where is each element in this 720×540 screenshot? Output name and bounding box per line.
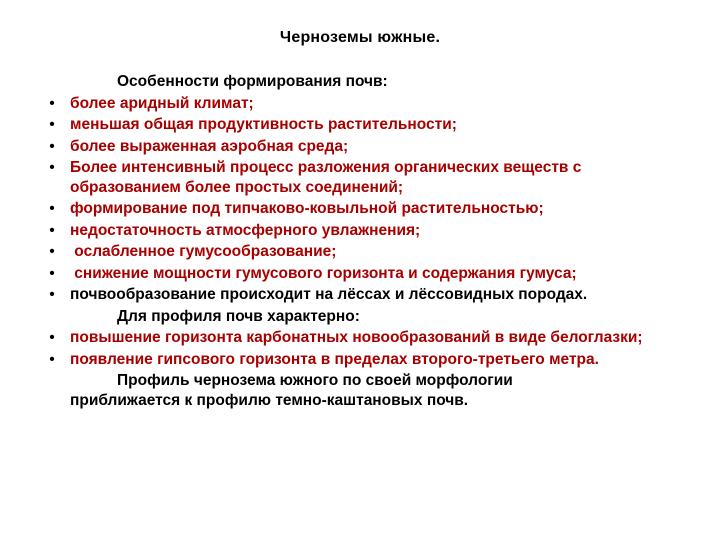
bullet-icon: • xyxy=(49,94,55,112)
list-item xyxy=(45,242,685,262)
list-item xyxy=(45,199,685,219)
bullet-icon: • xyxy=(49,243,55,260)
slide-title: Черноземы южные. xyxy=(279,29,441,46)
list-item xyxy=(45,350,685,370)
conclusion-line-2: приближается к профилю темно-каштановых почв. xyxy=(70,391,469,409)
intro-profile: Для профиля почв характерно: xyxy=(117,307,360,325)
intro-features: Особенности формирования почв: xyxy=(117,73,388,90)
list-item-text: недостаточность атмосферного увлажнения; xyxy=(70,221,421,239)
bullet-icon: • xyxy=(49,329,55,346)
list-item xyxy=(45,137,685,157)
list-item-text: ослабленное гумусообразование; xyxy=(70,243,337,260)
list-item xyxy=(45,264,685,284)
list-item xyxy=(45,285,685,305)
bullet-icon: • xyxy=(49,264,55,282)
bullet-icon: • xyxy=(49,159,55,176)
list-item xyxy=(45,115,685,135)
list-item-text: появление гипсового горизонта в пределах второго-третьего метра. xyxy=(70,350,599,368)
list-item xyxy=(45,328,685,348)
bullet-icon: • xyxy=(49,286,55,303)
list-item-text: меньшая общая продуктивность растительности; xyxy=(70,116,457,133)
list-item xyxy=(45,221,685,241)
slide-content xyxy=(45,72,685,410)
list-item-text: формирование под типчаково-ковыльной растительностью; xyxy=(70,200,544,217)
list-item-text: более аридный климат; xyxy=(70,94,254,112)
list-item-text: Более интенсивный процесс разложения органических веществ с образованием более простых соединений; xyxy=(70,159,582,196)
bullet-icon: • xyxy=(49,350,55,368)
list-item xyxy=(45,158,685,197)
bullet-icon: • xyxy=(49,221,55,239)
list-item xyxy=(45,94,685,114)
list-item-text: повышение горизонта карбонатных новообразований в виде белоглазки; xyxy=(70,329,643,346)
list-item-text: снижение мощности гумусового горизонта и содержания гумуса; xyxy=(70,264,577,282)
bullet-icon: • xyxy=(49,116,55,133)
conclusion-line-1: Профиль чернозема южного по своей морфологии xyxy=(117,372,513,389)
list-item-text: почвообразование происходит на лёссах и лёссовидных породах. xyxy=(70,286,588,303)
bullet-icon: • xyxy=(49,200,55,217)
bullet-icon: • xyxy=(49,137,55,155)
list-item-text: более выраженная аэробная среда; xyxy=(70,137,349,155)
